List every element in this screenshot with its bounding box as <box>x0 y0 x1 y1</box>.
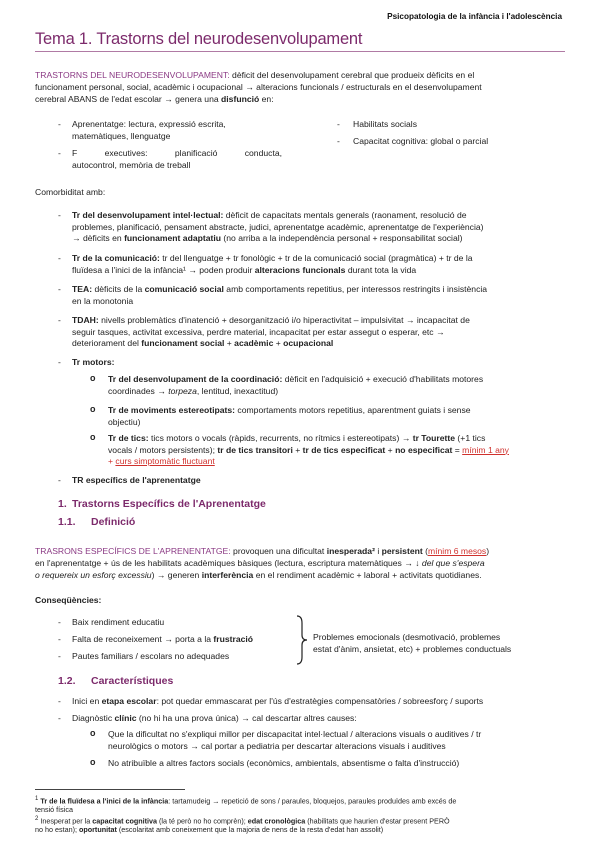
motor-estereotipats: Tr de moviments estereotipats: comportaments motors repetitius, aparentment guiats i sense objectiu) <box>108 405 471 427</box>
motor-coordinacio: Tr del desenvolupament de la coordinació: dèficit en l'adquisició + execució d'habilitats motores coordinades → torpeza, lentitud, inexactitud) <box>108 374 484 396</box>
footnote-2: $^2$ Inesperat per la capacitat cognitiva (la té però no ho comprèn); edat cronològica (habilitats que haurien d'estar present PERÒ no ho estan); oportunitat (escolaritat amb coneixement que la majoria de nens de la resta d'edat han assolit) <box>35 816 450 835</box>
bullet-circle: o <box>90 404 96 414</box>
bullet-dash: - <box>58 651 61 661</box>
bullet-dash: - <box>58 617 61 627</box>
bullet-dash: - <box>337 136 340 146</box>
comorb-aprenentatge: TR específics de l'aprenentatge <box>72 475 201 485</box>
footnote-1: $^1$ Tr de la fluïdesa a l'inici de la infància: tartamudeig → repetició de sons / paraules, bloquejos, paraules produïdes amb excés de tensió física <box>35 796 457 815</box>
definition-paragraph: TRASRONS ESPECÍFICS DE L'APRENENTATGE: provoquen una dificultat inesperada² i persistent (mínim 6 mesos) en l'aprenentatge + ús de les habilitats acadèmiques bàsiques (lectura, escriptura matemàtiques → ↓ del que s'espera o requereix un esforç excessiu) → generen interferència en el rendiment acadèmic + laboral + activitats quotidianes. <box>35 546 490 580</box>
comorbidity-heading: Comorbiditat amb: <box>35 187 106 197</box>
cons-item-3: Pautes familiars / escolars no adequades <box>72 651 230 661</box>
bullet-dash: - <box>337 119 340 129</box>
bullet-dash: - <box>58 696 61 706</box>
bullet-circle: o <box>90 432 96 442</box>
bullet-circle: o <box>90 728 96 738</box>
char-inici: Inici en etapa escolar: pot quedar emmascarat per l'ús d'estratègies compensatòries / sobreesforç / suports <box>72 696 484 706</box>
intro-term: TRASTORNS DEL NEURODESENVOLUPAMENT: <box>35 70 230 80</box>
running-header: Psicopatologia de la infància i l'adolescència <box>387 12 562 21</box>
consequences-heading: Conseqüències: <box>35 595 102 605</box>
bullet-circle: o <box>90 757 96 767</box>
intro-line2: funcionament personal, social, acadèmic i ocupacional → alteracions funcionals / estructurals en el desenvolupament <box>35 82 482 92</box>
cons-item-2: Falta de reconeixement → porta a la frustració <box>72 634 254 644</box>
cons-item-1: Baix rendiment educatiu <box>72 617 165 627</box>
bullet-dash: - <box>58 119 61 129</box>
motor-tics: Tr de tics: tics motors o vocals (ràpids, recurrents, no rítmics i estereotipats) → tr Tourette (+1 tics vocals / motors persistents); tr de tics transitori + tr de tics especificat + no especificat = mínim 1 any + curs simptomàtic fluctuant <box>108 433 509 466</box>
bullet-dash: - <box>58 634 61 644</box>
bullet-dash: - <box>58 210 61 220</box>
intro-line3-end: en: <box>259 94 274 104</box>
bullet-circle: o <box>90 373 96 383</box>
intro-line1: dèficit del desenvolupament cerebral que produeix dèficits en el <box>229 70 475 80</box>
cons-side-note: Problemes emocionals (desmotivació, problemes estat d'ànim, ansietat, etc) + problemes conductuals <box>313 632 512 654</box>
bullet-dash: - <box>58 713 61 723</box>
intro-disfuncio: disfunció <box>221 94 260 104</box>
char-diagnostic: Diagnòstic clínic (no hi ha una prova única) → cal descartar altres causes: <box>72 713 357 723</box>
bullet-dash: - <box>58 284 61 294</box>
footnote-divider <box>35 789 185 790</box>
comorb-tdi: Tr del desenvolupament intel·lectual: dèficit de capacitats mentals generals (raonament, resolució de problemes, planificació, pensament abstracte, judici, aprenentatge acadèmic, aprenentatge de l'experiència) → dèficits en funcionament adaptatiu (no arriba a la independència personal + responsabilitat social) <box>72 210 484 243</box>
section-1-2-title: Característiques <box>91 675 174 687</box>
comorb-motors: Tr motors: <box>72 357 115 367</box>
bullet-dash: - <box>58 475 61 485</box>
bullet-dash: - <box>58 357 61 367</box>
area-executives: F executives: planificació conducta, autocontrol, memòria de treball <box>72 148 282 170</box>
section-1-title: Trastorns Específics de l'Aprenentatge <box>72 498 266 510</box>
section-1-number: 1. <box>58 498 67 510</box>
page-title: Tema 1. Trastorns del neurodesenvolupament <box>35 30 363 48</box>
section-1-1-title: Definició <box>91 516 136 528</box>
section-1-2-number: 1.2. <box>58 675 76 687</box>
section-1-1-number: 1.1. <box>58 516 76 528</box>
bullet-dash: - <box>58 253 61 263</box>
area-cognitiva: Capacitat cognitiva: global o parcial <box>353 136 489 146</box>
right-brace-icon <box>296 615 308 665</box>
bullet-dash: - <box>58 315 61 325</box>
comorb-comunicacio: Tr de la comunicació: tr del llenguatge + tr fonològic + tr de la comunicació social (pragmàtica) + tr de la fluïdesa a l'inici de la infància¹ → poden produir alteracions funcionals durant tota la vida <box>72 253 473 275</box>
area-habilitats: Habilitats socials <box>353 119 417 129</box>
title-divider <box>35 51 565 52</box>
intro-line3: cerebral ABANS de l'edat escolar → genera una <box>35 94 222 104</box>
comorb-tdah: TDAH: nivells problemàtics d'inatenció + desorganització i/o hiperactivitat – impulsivitat → incapacitat de seguir tasques, activitat excessiva, perdre material, incapacitat per estar assegut o esperar, etc → deteriorament del funcionament social + acadèmic + ocupacional <box>72 315 470 348</box>
char-sub-2: No atribuïble a altres factors socials (econòmics, ambientals, absentisme o falta d'instrucció) <box>108 758 460 768</box>
intro-paragraph <box>35 69 565 105</box>
area-aprenentatge: Aprenentatge: lectura, expressió escrita, matemàtiques, llenguatge <box>72 119 226 141</box>
comorb-tea: TEA: dèficits de la comunicació social amb comportaments repetitius, per interessos restringits i insistència en la monotonia <box>72 284 488 306</box>
char-sub-1: Que la dificultat no s'expliqui millor per discapacitat intel·lectual / alteracions visuals o auditives / tr neurològics o motors → cal portar a pediatria per descartar alteracions visuals i auditives <box>108 729 482 751</box>
bullet-dash: - <box>58 148 61 158</box>
